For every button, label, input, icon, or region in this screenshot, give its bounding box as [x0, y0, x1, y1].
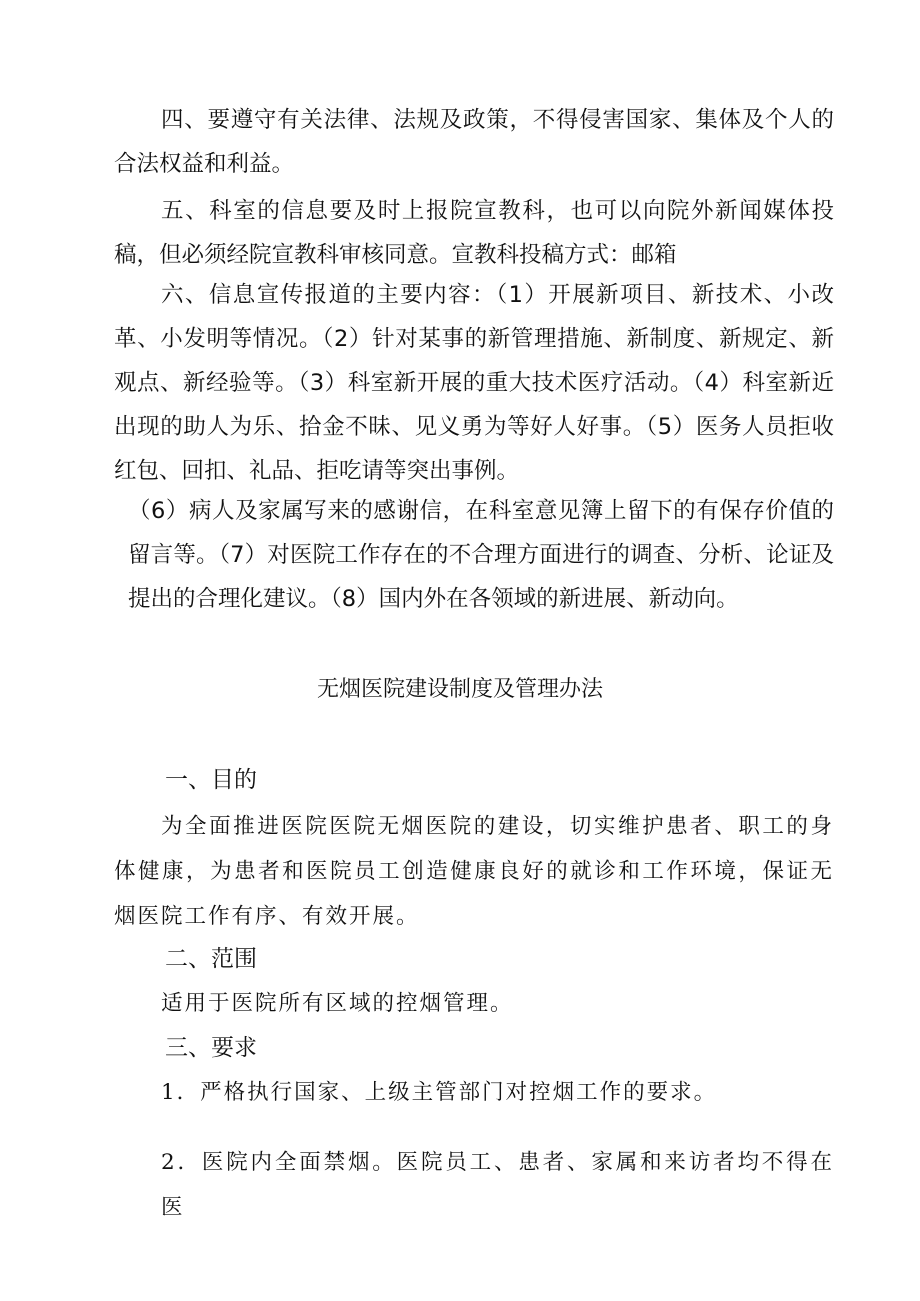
- section-heading-scope: 二、范围: [165, 946, 257, 972]
- requirement-item-1: 1．严格执行国家、上级主管部门对控烟工作的要求。: [161, 1080, 718, 1105]
- paragraph-report-contents-continued: （6）病人及家属写来的感谢信，在科室意见簿上留下的有保存价值的留言等。（7）对医院工作存在的不合理方面进行的调查、分析、论证及提出的合理化建议。（8）国内外在各领域的新进展、新动向。: [128, 498, 834, 612]
- section-heading-requirements: 三、要求: [165, 1035, 257, 1061]
- requirement-item-2: 2．医院内全面禁烟。医院员工、患者、家属和来访者均不得在医: [161, 1150, 834, 1220]
- paragraph-law-compliance: 四、要遵守有关法律、法规及政策，不得侵害国家、集体及个人的合法权益和利益。: [114, 107, 834, 177]
- section-heading-purpose: 一、目的: [165, 767, 257, 793]
- paragraph-report-contents: 六、信息宣传报道的主要内容：（1）开展新项目、新技术、小改革、小发明等情况。（2）针对某事的新管理措施、新制度、新规定、新观点、新经验等。（3）科室新开展的重大技术医疗活动。（4）科室新近出现的助人为乐、拾金不昧、见义勇为等好人好事。（5）医务人员拒收红包、回扣、礼品、拒吃请等突出事例。: [114, 282, 834, 484]
- paragraph-purpose: 为全面推进医院医院无烟医院的建设，切实维护患者、职工的身体健康，为患者和医院员工创造健康良好的就诊和工作环境，保证无烟医院工作有序、有效开展。: [114, 814, 834, 929]
- paragraph-scope: 适用于医院所有区域的控烟管理。: [161, 991, 514, 1016]
- paragraph-info-reporting: 五、科室的信息要及时上报院宣教科，也可以向院外新闻媒体投稿，但必须经院宣教科审核同意。宣教科投稿方式：邮箱: [114, 198, 834, 268]
- document-title: 无烟医院建设制度及管理办法: [316, 677, 603, 702]
